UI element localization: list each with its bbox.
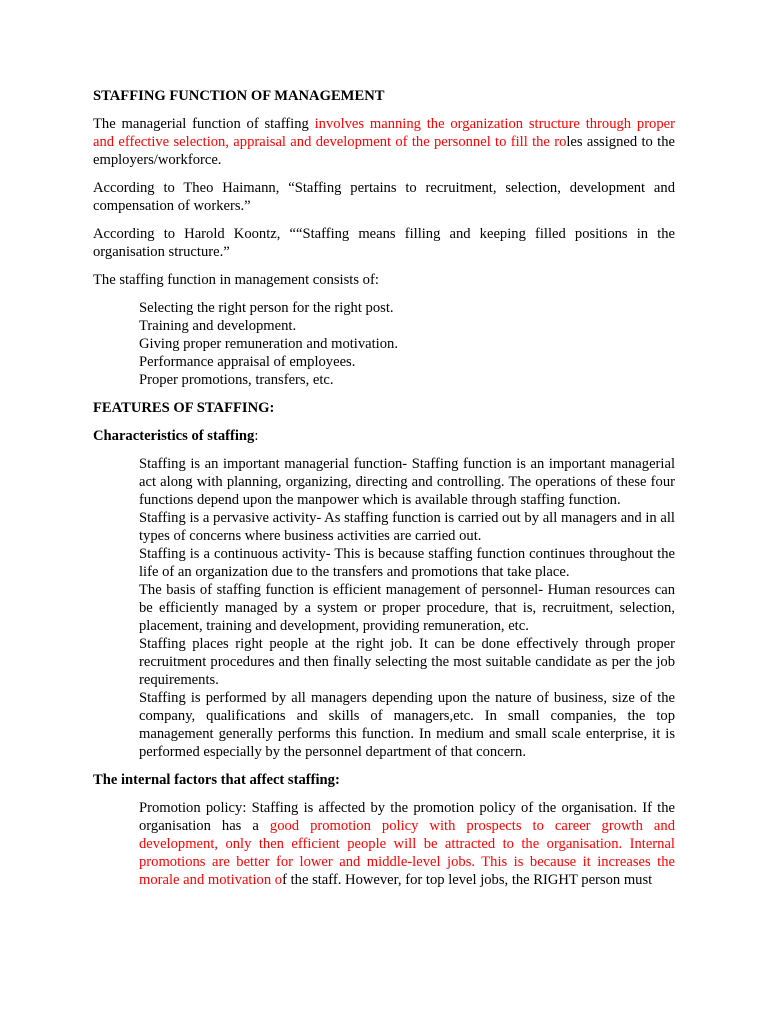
intro-paragraph [93, 115, 675, 169]
characteristics-label: Characteristics of staffing [93, 428, 255, 444]
promotion-text: Promotion policy: Staffing is affected by the promotion policy of the organisation. If the organisation has a [139, 800, 675, 834]
characteristics-heading [93, 427, 675, 445]
characteristics-list [139, 455, 675, 761]
promotion-highlight: good promotion policy with prospects to career growth and development, only then efficient people will be attracted to the organisation. Internal promotions are better for lower and middle-level jobs. This is because it increases the morale and motivation o [139, 818, 675, 888]
list-item: Proper promotions, transfers, etc. [139, 372, 334, 388]
characteristics-colon: : [254, 428, 259, 444]
list-item: Staffing places right people at the right job. It can be done effectively through proper recruitment procedures and then finally selecting the most suitable candidate as per the job requirements. [139, 636, 675, 688]
list-item: Staffing is an important managerial function- Staffing function is an important managerial act along with planning, organizing, directing and controlling. The operations of these four functions depend upon the manpower which is available through staffing function. [139, 456, 675, 508]
list-item: Giving proper remuneration and motivation. [139, 336, 398, 352]
document-page [93, 87, 675, 899]
haimann-quote: According to Theo Haimann, “Staffing pertains to recruitment, selection, development and compensation of workers.” [93, 180, 675, 214]
list-item: Performance appraisal of employees. [139, 354, 356, 370]
consists-list [139, 299, 675, 389]
list-item: Staffing is performed by all managers depending upon the nature of business, size of the company, qualifications and skills of managers,etc. In small companies, the top management generally performs this function. In medium and small scale enterprise, it is performed especially by the personnel department of that concern. [139, 690, 675, 760]
list-item: The basis of staffing function is efficient management of personnel- Human resources can be efficiently managed by a system or proper procedure, that is, recruitment, selection, placement, training and development, providing remuneration, etc. [139, 582, 675, 634]
promotion-text-end: f the staff. However, for top level jobs, the RIGHT person must [282, 872, 653, 888]
internal-factors-heading: The internal factors that affect staffing: [93, 772, 340, 788]
internal-factors-list [139, 799, 675, 889]
list-item: Selecting the right person for the right post. [139, 300, 394, 316]
features-heading: FEATURES OF STAFFING: [93, 400, 275, 416]
list-item: Staffing is a continuous activity- This is because staffing function continues throughout the life of an organization due to the transfers and promotions that take place. [139, 546, 675, 580]
intro-highlight: involves manning the organization structure through proper and effective selection, appraisal and development of the personnel to fill the ro [93, 116, 675, 150]
intro-text-end: les assigned to the employers/workforce. [93, 134, 675, 168]
list-item: Staffing is a pervasive activity- As staffing function is carried out by all managers and in all types of concerns where business activities are carried out. [139, 510, 675, 544]
list-item: Training and development. [139, 318, 297, 334]
document-title: STAFFING FUNCTION OF MANAGEMENT [93, 88, 385, 104]
consists-intro: The staffing function in management consists of: [93, 272, 379, 288]
intro-text: The managerial function of staffing [93, 116, 315, 132]
koontz-quote: According to Harold Koontz, ““Staffing means filling and keeping filled positions in the organisation structure.” [93, 226, 675, 260]
promotion-policy-paragraph [139, 799, 675, 889]
